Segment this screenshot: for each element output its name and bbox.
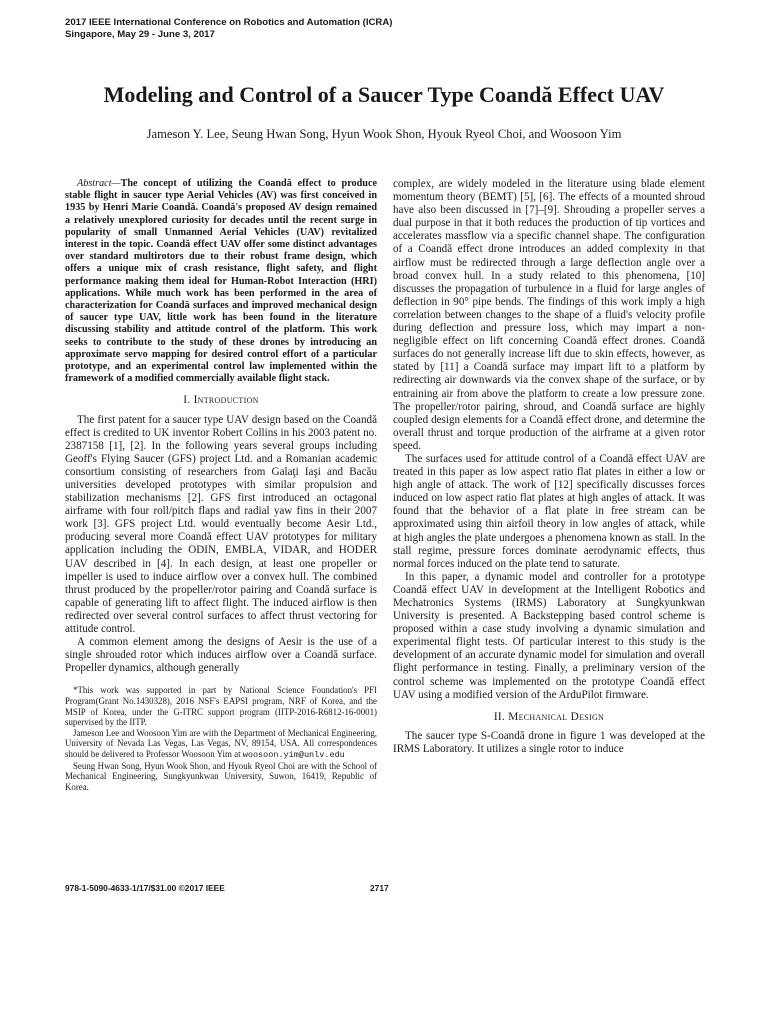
- footer-isbn: 978-1-5090-4633-1/17/$31.00 ©2017 IEEE: [65, 883, 225, 893]
- intro-paragraph-1: The first patent for a saucer type UAV design based on the Coandă effect is credited to UK inventor Robert Collins in his 2003 patent no. 2387158 [1], [2]. In the following years several groups including Geoff's Flying Saucer (GFS) project Ltd. and a Romanian academic consortium consisting of researchers from Galaţi Iaşi and Bacău universities developed prototypes with similar propulsion and stabilization mechanisms [2]. GFS first introduced an octagonal airframe with four roll/pitch flaps and radial yaw fins in their 2007 work [3]. GFS project Ltd. would eventually become Aesir Ltd., producing several more Coandă effect UAV prototypes for military application including the ODIN, EMBLA, VIDAR, and HODER UAV described in [4]. In each design, at least one propeller or impeller is used to induce airflow over a convex hull. The combined thrust produced by the propeller/rotor pairing and Coandă surface is capable of generating lift to affect flight. The induced airflow is then redirected over several control surfaces to affect thrust vectoring for attitude control.: [65, 413, 377, 636]
- footnotes: [65, 685, 377, 792]
- intro-paragraph-2: A common element among the designs of Aesir is the use of a single shrouded rotor which induces airflow over a Coandă surface. Propeller dynamics, although generally: [65, 636, 377, 675]
- left-column: [65, 178, 377, 792]
- conference-name: 2017 IEEE International Conference on Robotics and Automation (ICRA): [65, 17, 393, 28]
- right-paragraph-2: The surfaces used for attitude control of a Coandă effect UAV are treated in this paper as low aspect ratio flat plates in either a low or high angle of attack. The work of [12] specifically discusses forces induced on low aspect ratio flat plates at high angles of attack. It was found that the behavior of a flat plate in free stream can be approximated using thin airfoil theory in low angles of attack, while at high angles the plate undergoes a phenomena known as stall. In the stall regime, pressure forces dominate aerodynamic effects, thus normal forces induced on the plate tend to saturate.: [393, 452, 705, 570]
- conference-header: [65, 17, 392, 41]
- abstract-label: Abstract—: [77, 178, 121, 189]
- section-heading-introduction: I. Introduction: [183, 394, 259, 407]
- footnote-affiliation-unlv-text: Jameson Lee and Woosoon Yim are with the Department of Mechanical Engineering, University of Nevada Las Vegas, Las Vegas, NV, 89154, USA. All correspondences should be delivered to Professor Woosoon Yim at: [65, 727, 377, 759]
- paper-title: Modeling and Control of a Saucer Type Coandă Effect UAV: [103, 82, 665, 107]
- right-column: [393, 178, 705, 756]
- contact-email: woosoon.yim@unlv.edu: [242, 749, 345, 760]
- section-heading-mechanical-design: II. Mechanical Design: [493, 710, 605, 723]
- footnote-funding: *This work was supported in part by National Science Foundation's PFI Program(Grant No.1430328), 2016 NSF's EAPSI program, NRF of Korea, and the MSIP of Korea, under the G-ITRC support program (IITP-2016-R6812-16-0001) supervised by the IITP.: [65, 685, 377, 728]
- footnote-affiliation-unlv: [65, 728, 377, 761]
- abstract-text: The concept of utilizing the Coandă effect to produce stable flight in saucer type Aerial Vehicles (AV) was first conceived in 1935 by Henri Marie Coandă. Coandă's proposed AV design remained a relatively unexplored curiosity for decades until the recent surge in popularity of small Unmanned Aerial Vehicles (UAV) revitalized interest in the topic. Coandă effect UAV offer some distinct advantages over standard multirotors due to their robust frame design, which offers a unique mix of crash resistance, flight safety, and flight performance making them ideal for Human-Robot Interaction (HRI) applications. While much work has been performed in the area of characterization for Coandă surfaces and improved mechanical design of saucer type UAV, little work has been found in the literature discussing stability and attitude control of the platform. This work seeks to contribute to the study of these drones by introducing an approximate servo mapping for desired control effort of a particular prototype, and an experimental control law implemented within the framework of a modified commercially available flight stack.: [65, 178, 377, 385]
- footer-page-number: 2717: [370, 883, 389, 893]
- conference-location: Singapore, May 29 - June 3, 2017: [65, 29, 215, 40]
- right-paragraph-1: complex, are widely modeled in the literature using blade element momentum theory (BEMT) [5], [6]. The effects of a mounted shroud have also been discussed in [7]–[9]. Shrouding a propeller serves a dual purpose in that it both reduces the production of tip vortices and accelerates massflow via a specific channel shape. The configuration of a Coandă effect drone introduces an added complexity in that airflow must be redirected through a large deflection angle over a broad convex hull. In a study related to this phenomena, [10] discusses the propagation of turbulence in a fluid for large angles of deflection in 90° pipe bends. The findings of this work imply a high correlation between changes to the shape of a fluid's velocity profile during deflection and pressure loss, which may impart a non-negligible effect on lift concerning Coandă effect drones. Coandă surfaces do not generally increase lift due to skin effects, however, as stated by [11] a Coandă surface may impart lift to a platform by redirecting air downwards via the convex shape of the surface, or by entraining air from above the platform to create a low pressure zone. The propeller/rotor pairing, shroud, and Coandă surface are highly coupled design elements for a Coandă effect drone, and determine the overall thrust and torque production of the airframe at a given rotor speed.: [393, 178, 705, 452]
- author-list: Jameson Y. Lee, Seung Hwan Song, Hyun Wook Shon, Hyouk Ryeol Choi, and Woosoon Yim: [146, 127, 622, 141]
- footnote-affiliation-skku: Seung Hwan Song, Hyun Wook Shon, and Hyouk Ryeol Choi are with the School of Mechanical Engineering, Sungkyunkwan University, Suwon, 16419, Republic of Korea.: [65, 760, 377, 792]
- right-paragraph-3: In this paper, a dynamic model and controller for a prototype Coandă effect UAV in development at the Intelligent Robotics and Mechatronics Systems (IRMS) Laboratory at Sungkyunkwan University is presented. A Backstepping based control scheme is proposed within a case study involving a dynamic simulation and experimental flight tests. Of particular interest to this study is the development of an accurate dynamic model for simulation and overall flight performance in testing. Finally, a preliminary version of the control scheme was implemented on the prototype Coandă effect UAV using a modified version of the ArduPilot firmware.: [393, 570, 705, 701]
- abstract: [65, 178, 377, 385]
- mechanical-paragraph-1: The saucer type S-Coandă drone in figure 1 was developed at the IRMS Laboratory. It utilizes a single rotor to induce: [393, 729, 705, 755]
